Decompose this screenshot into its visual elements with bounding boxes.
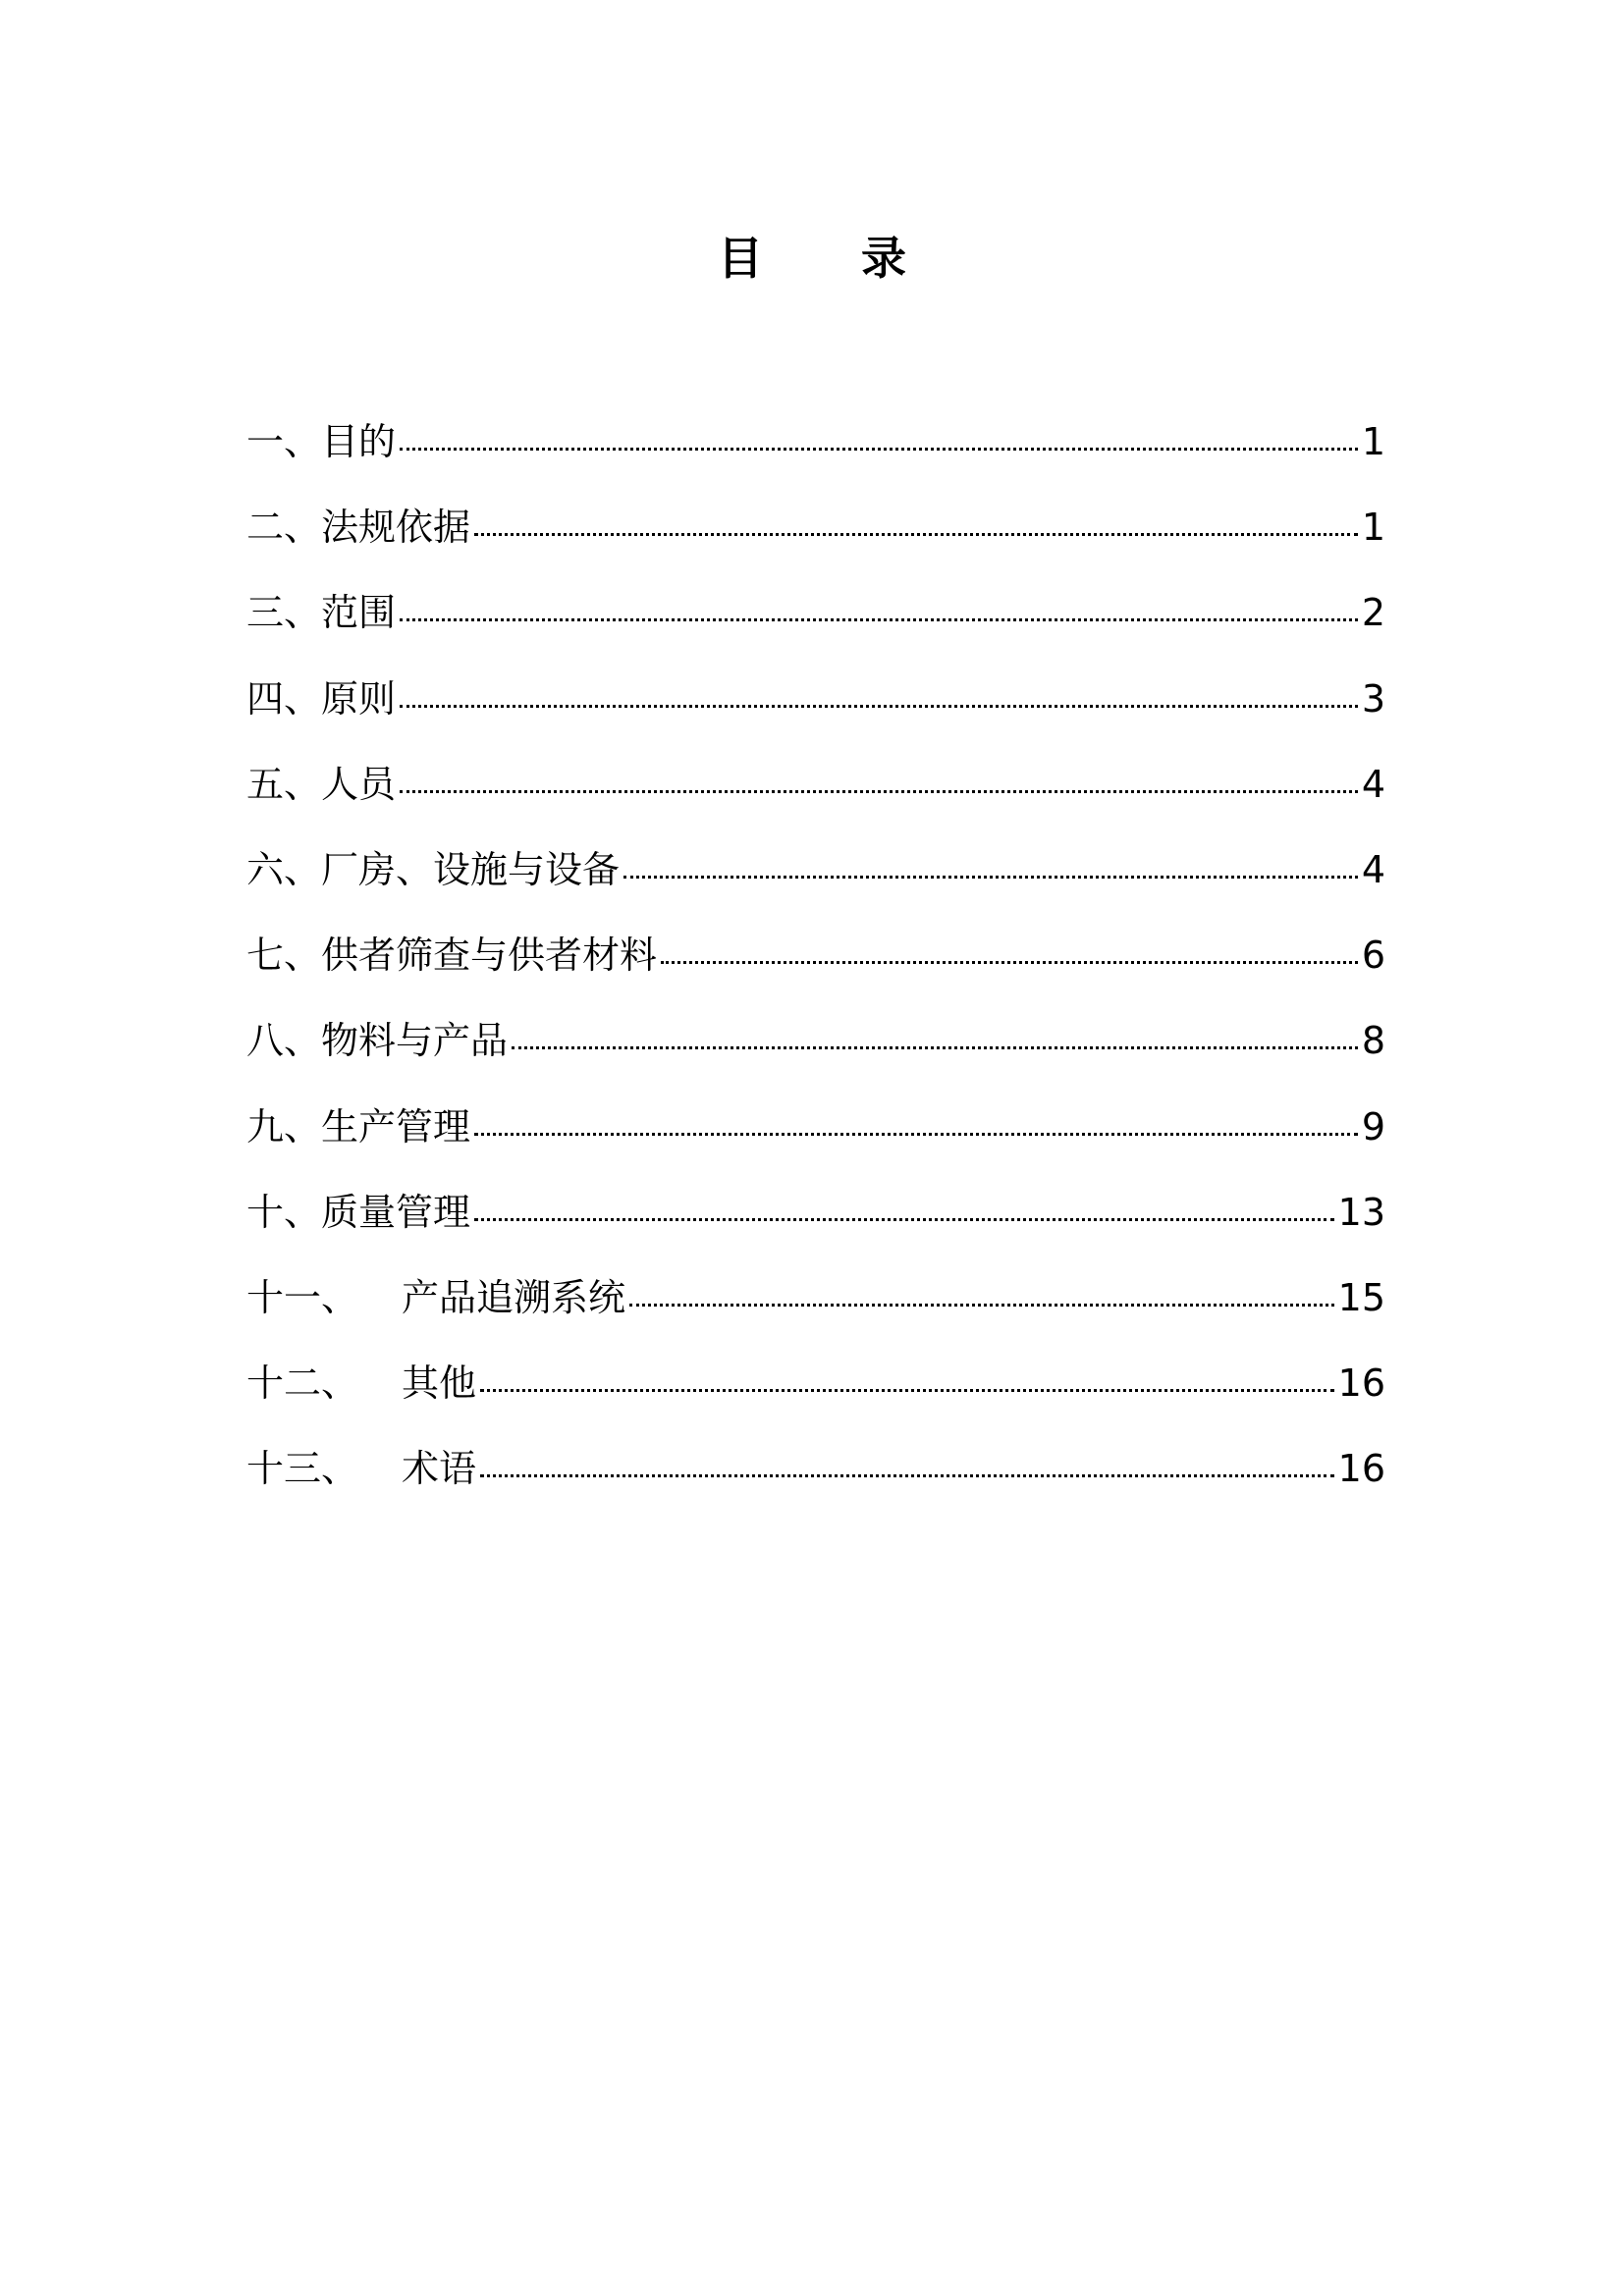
toc-entry-label bbox=[246, 1011, 508, 1070]
toc-entry-page-number: 8 bbox=[1361, 1019, 1385, 1063]
toc-entry-number: 八、 bbox=[246, 1019, 322, 1063]
toc-entry[interactable] bbox=[246, 926, 1385, 1011]
toc-entry-title: 范围 bbox=[321, 591, 397, 635]
toc-entry-label bbox=[246, 1354, 476, 1413]
toc-entry-label bbox=[246, 840, 620, 899]
toc-entry-label bbox=[246, 1097, 470, 1156]
toc-entry-title: 生产管理 bbox=[321, 1104, 471, 1148]
toc-entry[interactable] bbox=[246, 1097, 1385, 1183]
toc-entry-title: 供者筛查与供者材料 bbox=[321, 934, 658, 978]
toc-entry-label bbox=[246, 669, 396, 728]
toc-entry-number: 一、 bbox=[246, 420, 322, 463]
toc-entry-title: 质量管理 bbox=[321, 1190, 471, 1234]
toc-dot-leader bbox=[400, 705, 1358, 708]
toc-dot-leader bbox=[480, 1474, 1334, 1477]
toc-entry[interactable] bbox=[246, 669, 1385, 755]
toc-entry-label bbox=[246, 583, 396, 642]
toc-entry-title: 术语 bbox=[402, 1447, 477, 1491]
toc-entry-number: 六、 bbox=[246, 847, 322, 891]
toc-entry-page-number: 9 bbox=[1361, 1104, 1385, 1148]
toc-entry-title: 人员 bbox=[321, 762, 397, 806]
toc-entry-page-number: 1 bbox=[1361, 506, 1385, 550]
toc-dot-leader bbox=[474, 1218, 1334, 1221]
toc-entry-title: 法规依据 bbox=[321, 506, 471, 550]
toc-entry[interactable] bbox=[246, 583, 1385, 668]
toc-dot-leader bbox=[400, 618, 1358, 621]
toc-entry[interactable] bbox=[246, 840, 1385, 926]
toc-entry-title: 厂房、设施与设备 bbox=[321, 847, 621, 891]
toc-entry-label bbox=[246, 755, 396, 814]
toc-entry-label bbox=[246, 926, 657, 985]
toc-entry-title: 产品追溯系统 bbox=[402, 1275, 626, 1319]
toc-entry-number: 九、 bbox=[246, 1104, 322, 1148]
toc-dot-leader bbox=[661, 961, 1358, 964]
toc-entry[interactable] bbox=[246, 1439, 1385, 1524]
toc-title: 目 录 bbox=[717, 232, 947, 285]
toc-entry-page-number: 4 bbox=[1361, 847, 1385, 891]
toc-entry[interactable] bbox=[246, 1011, 1385, 1096]
toc-entry-label bbox=[246, 1183, 470, 1242]
toc-dot-leader bbox=[480, 1389, 1334, 1392]
toc-entry-page-number: 3 bbox=[1361, 676, 1385, 721]
toc-entry[interactable] bbox=[246, 1354, 1385, 1439]
toc-entry-number: 十一、 bbox=[246, 1275, 359, 1319]
toc-entry-number: 五、 bbox=[246, 762, 322, 806]
toc-entry-page-number: 16 bbox=[1337, 1362, 1385, 1406]
toc-entry-label bbox=[246, 1439, 476, 1498]
toc-entry-number: 十三、 bbox=[246, 1447, 359, 1491]
toc-entry-label bbox=[246, 1268, 625, 1327]
toc-entry-page-number: 15 bbox=[1337, 1275, 1385, 1319]
toc-dot-leader bbox=[474, 533, 1358, 536]
toc-entry-number: 二、 bbox=[246, 506, 322, 550]
toc-dot-leader bbox=[512, 1046, 1358, 1049]
toc-entry-title: 原则 bbox=[321, 676, 397, 721]
toc-entry-page-number: 2 bbox=[1361, 591, 1385, 635]
toc-entry-title: 其他 bbox=[402, 1362, 477, 1406]
toc-dot-leader bbox=[400, 790, 1358, 793]
toc-entry-number: 十二、 bbox=[246, 1362, 359, 1406]
toc-entry[interactable] bbox=[246, 755, 1385, 840]
toc-entry-page-number: 6 bbox=[1361, 934, 1385, 978]
toc-entry-title: 物料与产品 bbox=[321, 1019, 509, 1063]
toc-entry-page-number: 13 bbox=[1337, 1190, 1385, 1234]
toc-entry[interactable] bbox=[246, 412, 1385, 498]
toc-entry[interactable] bbox=[246, 498, 1385, 583]
toc-entry-label bbox=[246, 498, 470, 557]
toc-entry-page-number: 16 bbox=[1337, 1447, 1385, 1491]
toc-dot-leader bbox=[474, 1133, 1358, 1136]
toc-entry-number: 十、 bbox=[246, 1190, 322, 1234]
toc-dot-leader bbox=[400, 448, 1358, 451]
toc-entry-title: 目的 bbox=[321, 420, 397, 463]
toc-entry[interactable] bbox=[246, 1183, 1385, 1268]
toc-entry-label bbox=[246, 412, 396, 471]
toc-dot-leader bbox=[629, 1304, 1334, 1307]
toc-entry[interactable] bbox=[246, 1268, 1385, 1354]
toc-list bbox=[246, 412, 1385, 1524]
toc-entry-page-number: 4 bbox=[1361, 762, 1385, 806]
toc-entry-number: 三、 bbox=[246, 591, 322, 635]
toc-entry-number: 四、 bbox=[246, 676, 322, 721]
toc-entry-page-number: 1 bbox=[1361, 420, 1385, 463]
toc-dot-leader bbox=[623, 876, 1358, 879]
toc-entry-number: 七、 bbox=[246, 934, 322, 978]
